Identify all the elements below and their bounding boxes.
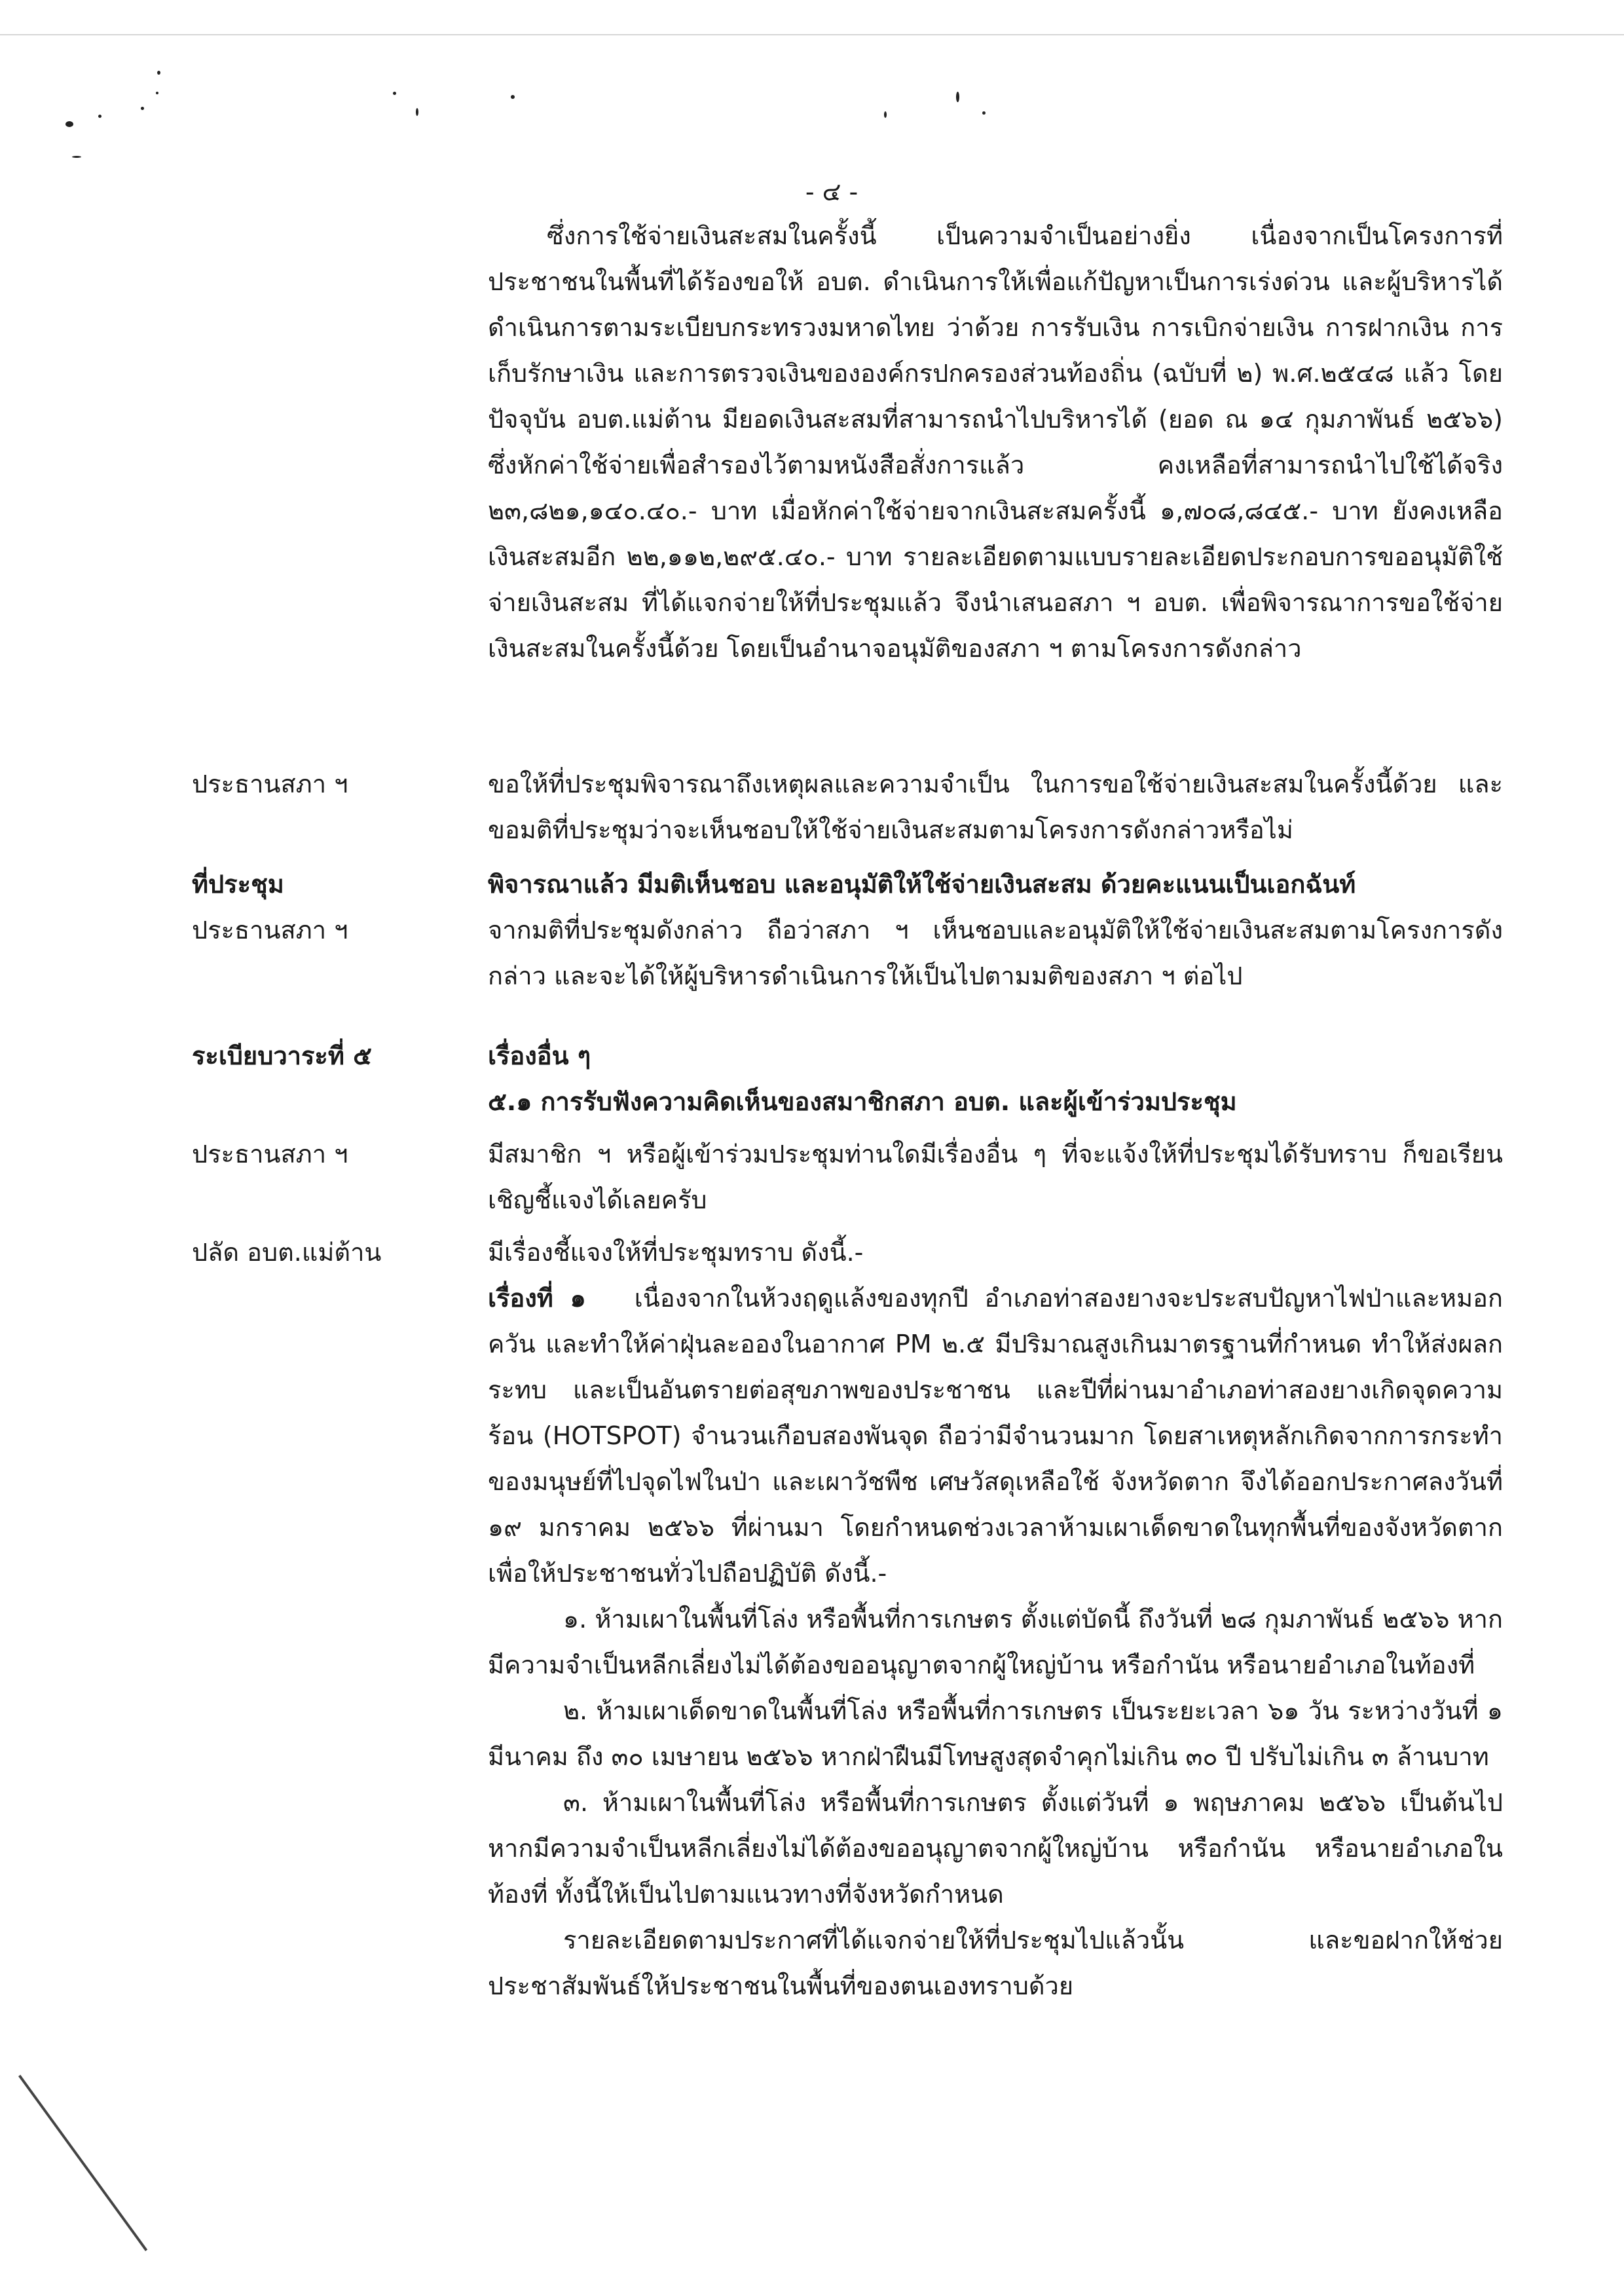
paragraph: มีเรื่องชี้แจงให้ที่ประชุมทราบ ดังนี้.- [488,1238,864,1267]
speaker-label: ที่ประชุม [192,870,284,899]
scan-speck [157,71,160,75]
entry-body [488,761,1503,853]
entry-body [488,1229,1503,2009]
paragraph: จากมติที่ประชุมดังกล่าว ถือว่าสภา ฯ เห็นชอบและอนุมัติให้ใช้จ่ายเงินสะสมตามโครงการดังกล่าว และจะได้ให้ผู้บริหารดำเนินการให้เป็นไปตามมติของสภา ฯ ต่อไป [488,916,1503,990]
speaker-label: ประธานสภา ฯ [192,916,348,944]
scan-speck [511,95,515,99]
page-number: - ๔ - [805,178,858,206]
entry-body [488,861,1503,907]
paragraph: รายละเอียดตามประกาศที่ได้แจกจ่ายให้ที่ประชุมไปแล้วนั้น และขอฝากให้ช่วยประชาสัมพันธ์ให้ประชาชนในพื้นที่ของตนเองทราบด้วย [488,1926,1503,2000]
scan-speck [72,156,81,158]
speaker-label: ประธานสภา ฯ [192,770,348,798]
scan-speck [982,111,986,115]
scan-speck [65,121,73,127]
item-lead-label: เรื่องที่ ๑ [488,1284,586,1313]
scan-speck [98,115,101,118]
entry-body [488,213,1503,671]
paragraph: ซึ่งการใช้จ่ายเงินสะสมในครั้งนี้ เป็นความจำเป็นอย่างยิ่ง เนื่องจากเป็นโครงการที่ประชาชนในพื้นที่ได้ร้องขอให้ อบต. ดำเนินการให้เพื่อแก้ปัญหาเป็นการเร่งด่วน และผู้บริหารได้ดำเนินการตามระเบียบกระทรวงมหาดไทย ว่าด้วย การรับเงิน การเบิกจ่ายเงิน การฝากเงิน การเก็บรักษาเงิน และการตรวจเงินขององค์กรปกครองส่วนท้องถิ่น (ฉบับที่ ๒) พ.ศ.๒๕๔๘ แล้ว โดยปัจจุบัน อบต.แม่ต้าน มียอดเงินสะสมที่สามารถนำไปบริหารได้ (ยอด ณ ๑๔ กุมภาพันธ์ ๒๕๖๖) ซึ่งหักค่าใช้จ่ายเพื่อสำรองไว้ตามหนังสือสั่งการแล้ว คงเหลือที่สามารถนำไปใช้ได้จริง ๒๓,๘๒๑,๑๔๐.๔๐.- บาท เมื่อหักค่าใช้จ่ายจากเงินสะสมครั้งนี้ ๑,๗๐๘,๘๔๕.- บาท ยังคงเหลือเงินสะสมอีก ๒๒,๑๑๒,๒๙๕.๔๐.- บาท รายละเอียดตามแบบรายละเอียดประกอบการขออนุมัติใช้จ่ายเงินสะสม ที่ได้แจกจ่ายให้ที่ประชุมแล้ว จึงนำเสนอสภา ฯ อบต. เพื่อพิจารณาการขอใช้จ่ายเงินสะสมในครั้งนี้ด้วย โดยเป็นอำนาจอนุมัติของสภา ฯ ตามโครงการดังกล่าว [488,221,1503,663]
entry-body [488,1033,1503,1125]
scan-speck [393,92,396,95]
scan-speck [956,92,959,102]
paragraph: มีสมาชิก ฯ หรือผู้เข้าร่วมประชุมท่านใดมีเรื่องอื่น ๆ ที่จะแจ้งให้ที่ประชุมได้รับทราบ ก็ขอเรียนเชิญชี้แจงได้เลยครับ [488,1140,1503,1214]
speaker-label: ปลัด อบต.แม่ต้าน [192,1238,382,1267]
item-text: เนื่องจากในห้วงฤดูแล้งของทุกปี อำเภอท่าสองยางจะประสบปัญหาไฟป่าและหมอกควัน และทำให้ค่าฝุ่นละอองในอากาศ PM ๒.๕ มีปริมาณสูงเกินมาตรฐานที่กำหนด ทำให้ส่งผลกระทบ และเป็นอันตรายต่อสุขภาพของประชาชน และปีที่ผ่านมาอำเภอท่าสองยางเกิดจุดความร้อน (HOTSPOT) จำนวนเกือบสองพันจุด ถือว่ามีจำนวนมาก โดยสาเหตุหลักเกิดจากการกระทำของมนุษย์ที่ไปจุดไฟในป่า และเผาวัชพืช เศษวัสดุเหลือใช้ จังหวัดตาก จึงได้ออกประกาศลงวันที่ ๑๙ มกราคม ๒๕๖๖ ที่ผ่านมา โดยกำหนดช่วงเวลาห้ามเผาเด็ดขาดในทุกพื้นที่ของจังหวัดตาก เพื่อให้ประชาชนทั่วไปถือปฏิบัติ ดังนี้.- [488,1284,1503,1588]
agenda-subtitle: ๕.๑ การรับฟังความคิดเห็นของสมาชิกสภา อบต. และผู้เข้าร่วมประชุม [488,1087,1237,1116]
scan-speck [884,111,887,118]
entry-body [488,1131,1503,1223]
scan-speck [416,108,418,116]
paragraph: ๓. ห้ามเผาในพื้นที่โล่ง หรือพื้นที่การเกษตร ตั้งแต่วันที่ ๑ พฤษภาคม ๒๕๖๖ เป็นต้นไป หากมีความจำเป็นหลีกเลี่ยงไม่ได้ต้องขออนุญาตจากผู้ใหญ่บ้าน หรือกำนัน หรือนายอำเภอในท้องที่ ทั้งนี้ให้เป็นไปตามแนวทางที่จังหวัดกำหนด [488,1788,1503,1909]
speaker-label: ประธานสภา ฯ [192,1140,348,1168]
agenda-title: เรื่องอื่น ๆ [488,1041,591,1070]
paragraph: ๒. ห้ามเผาเด็ดขาดในพื้นที่โล่ง หรือพื้นที่การเกษตร เป็นระยะเวลา ๖๑ วัน ระหว่างวันที่ ๑ มีนาคม ถึง ๓๐ เมษายน ๒๕๖๖ หากฝ่าฝืนมีโทษสูงสุดจำคุกไม่เกิน ๓๐ ปี ปรับไม่เกิน ๓ ล้านบาท [488,1696,1503,1771]
paragraph [488,1275,1503,1596]
resolution-text: พิจารณาแล้ว มีมติเห็นชอบ และอนุมัติให้ใช้จ่ายเงินสะสม ด้วยคะแนนเป็นเอกฉันท์ [488,870,1356,899]
paragraph: ๑. ห้ามเผาในพื้นที่โล่ง หรือพื้นที่การเกษตร ตั้งแต่บัดนี้ ถึงวันที่ ๒๘ กุมภาพันธ์ ๒๕๖๖ หากมีความจำเป็นหลีกเลี่ยงไม่ได้ต้องขออนุญาตจากผู้ใหญ่บ้าน หรือกำนัน หรือนายอำเภอในท้องที่ [488,1605,1503,1679]
paragraph: ขอให้ที่ประชุมพิจารณาถึงเหตุผลและความจำเป็น ในการขอใช้จ่ายเงินสะสมในครั้งนี้ด้วย และขอมติที่ประชุมว่าจะเห็นชอบให้ใช้จ่ายเงินสะสมตามโครงการดังกล่าวหรือไม่ [488,770,1503,844]
scan-speck [141,107,144,110]
scan-speck [156,92,158,94]
scan-pen-stroke [18,2075,147,2251]
entry-body [488,907,1503,999]
scan-edge-line [0,34,1624,35]
agenda-label: ระเบียบวาระที่ ๕ [192,1041,372,1070]
